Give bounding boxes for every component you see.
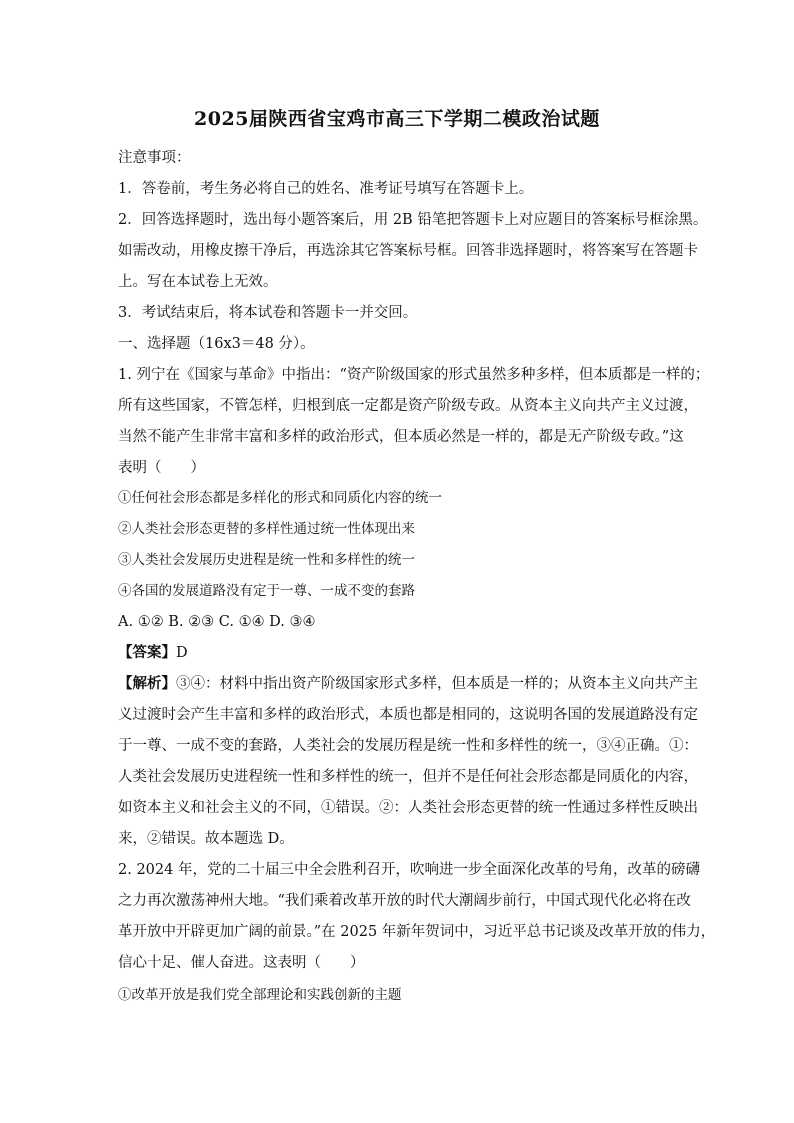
q1-stem-line-2: 所有这些国家，不管怎样，归根到底一定都是资产阶级专政。从资本主义向共产主义过渡， bbox=[118, 398, 698, 414]
q1-stem-line-4: 表明（ ） bbox=[118, 460, 205, 476]
q2-option-1: ①改革开放是我们党全部理论和实践创新的主题 bbox=[118, 987, 402, 1003]
notice-heading: 注意事项： bbox=[118, 150, 191, 166]
q1-option-4: ④各国的发展道路没有定于一尊、一成不变的套路 bbox=[118, 583, 415, 599]
q1-option-3: ③人类社会发展历史进程是统一性和多样性的统一 bbox=[118, 552, 415, 568]
q2-stem-line-2: 之力再次激荡神州大地。“我们乘着改革开放的时代大潮阔步前行，中国式现代化必将在改 bbox=[118, 893, 691, 909]
notice-item-2-line-3: 上。写在本试卷上无效。 bbox=[118, 274, 278, 290]
notice-item-2-line-1: 2．回答选择题时，选出每小题答案后，用 2B 铅笔把答题卡上对应题目的答案标号框涂黑。 bbox=[118, 212, 708, 228]
notice-item-1: 1．答卷前，考生务必将自己的姓名、准考证号填写在答题卡上。 bbox=[118, 181, 534, 197]
q1-analysis-line-2: 义过渡时会产生丰富和多样的政治形式，本质也都是相同的，这说明各国的发展道路没有定 bbox=[118, 707, 698, 723]
exam-title: 2025届陕西省宝鸡市高三下学期二模政治试题 bbox=[194, 108, 600, 130]
q2-stem-line-4: 信心十足、催人奋进。这表明（ ） bbox=[118, 955, 365, 971]
q2-stem-line-1: 2. 2024 年，党的二十届三中全会胜利召开，吹响进一步全面深化改革的号角，改革的磅礴 bbox=[118, 862, 700, 878]
notice-item-2-line-2: 如需改动，用橡皮擦干净后，再选涂其它答案标号框。回答非选择题时，将答案写在答题卡 bbox=[118, 243, 698, 259]
analysis-label: 【解析】 bbox=[118, 675, 176, 692]
q1-analysis-line-4: 人类社会发展历史进程统一性和多样性的统一，但并不是任何社会形态都是同质化的内容， bbox=[118, 769, 698, 785]
q1-choices: A. ①② B. ②③ C. ①④ D. ③④ bbox=[118, 614, 316, 630]
q1-analysis-line-6: 来，②错误。故本题选 D。 bbox=[118, 831, 294, 847]
q1-stem-line-3: 当然不能产生非常丰富和多样的政治形式，但本质必然是一样的，都是无产阶级专政。”这 bbox=[118, 429, 684, 445]
q1-stem-line-1: 1. 列宁在《国家与革命》中指出：“资产阶级国家的形式虽然多种多样，但本质都是一样的； bbox=[118, 367, 710, 383]
notice-item-3: 3．考试结束后，将本试卷和答题卡一并交回。 bbox=[118, 305, 418, 321]
q1-option-2: ②人类社会形态更替的多样性通过统一性体现出来 bbox=[118, 521, 415, 537]
section-heading: 一、选择题（16x3＝48 分）。 bbox=[118, 336, 315, 352]
answer-label: 【答案】 bbox=[118, 644, 176, 661]
q1-option-1: ①任何社会形态都是多样化的形式和同质化内容的统一 bbox=[118, 490, 442, 506]
q1-analysis-line-1 bbox=[118, 674, 698, 694]
answer-value: D bbox=[176, 645, 188, 661]
q1-analysis-line-3: 于一尊、一成不变的套路，人类社会的发展历程是统一性和多样性的统一，③④正确。①： bbox=[118, 738, 698, 754]
analysis-text: ③④：材料中指出资产阶级国家形式多样，但本质是一样的；从资本主义向共产主 bbox=[176, 676, 698, 692]
q2-stem-line-3: 革开放中开辟更加广阔的前景。”在 2025 年新年贺词中，习近平总书记谈及改革开放的伟力， bbox=[118, 924, 716, 940]
q1-analysis-line-5: 如资本主义和社会主义的不同，①错误。②：人类社会形态更替的统一性通过多样性反映出 bbox=[118, 800, 698, 816]
q1-answer bbox=[118, 643, 188, 663]
